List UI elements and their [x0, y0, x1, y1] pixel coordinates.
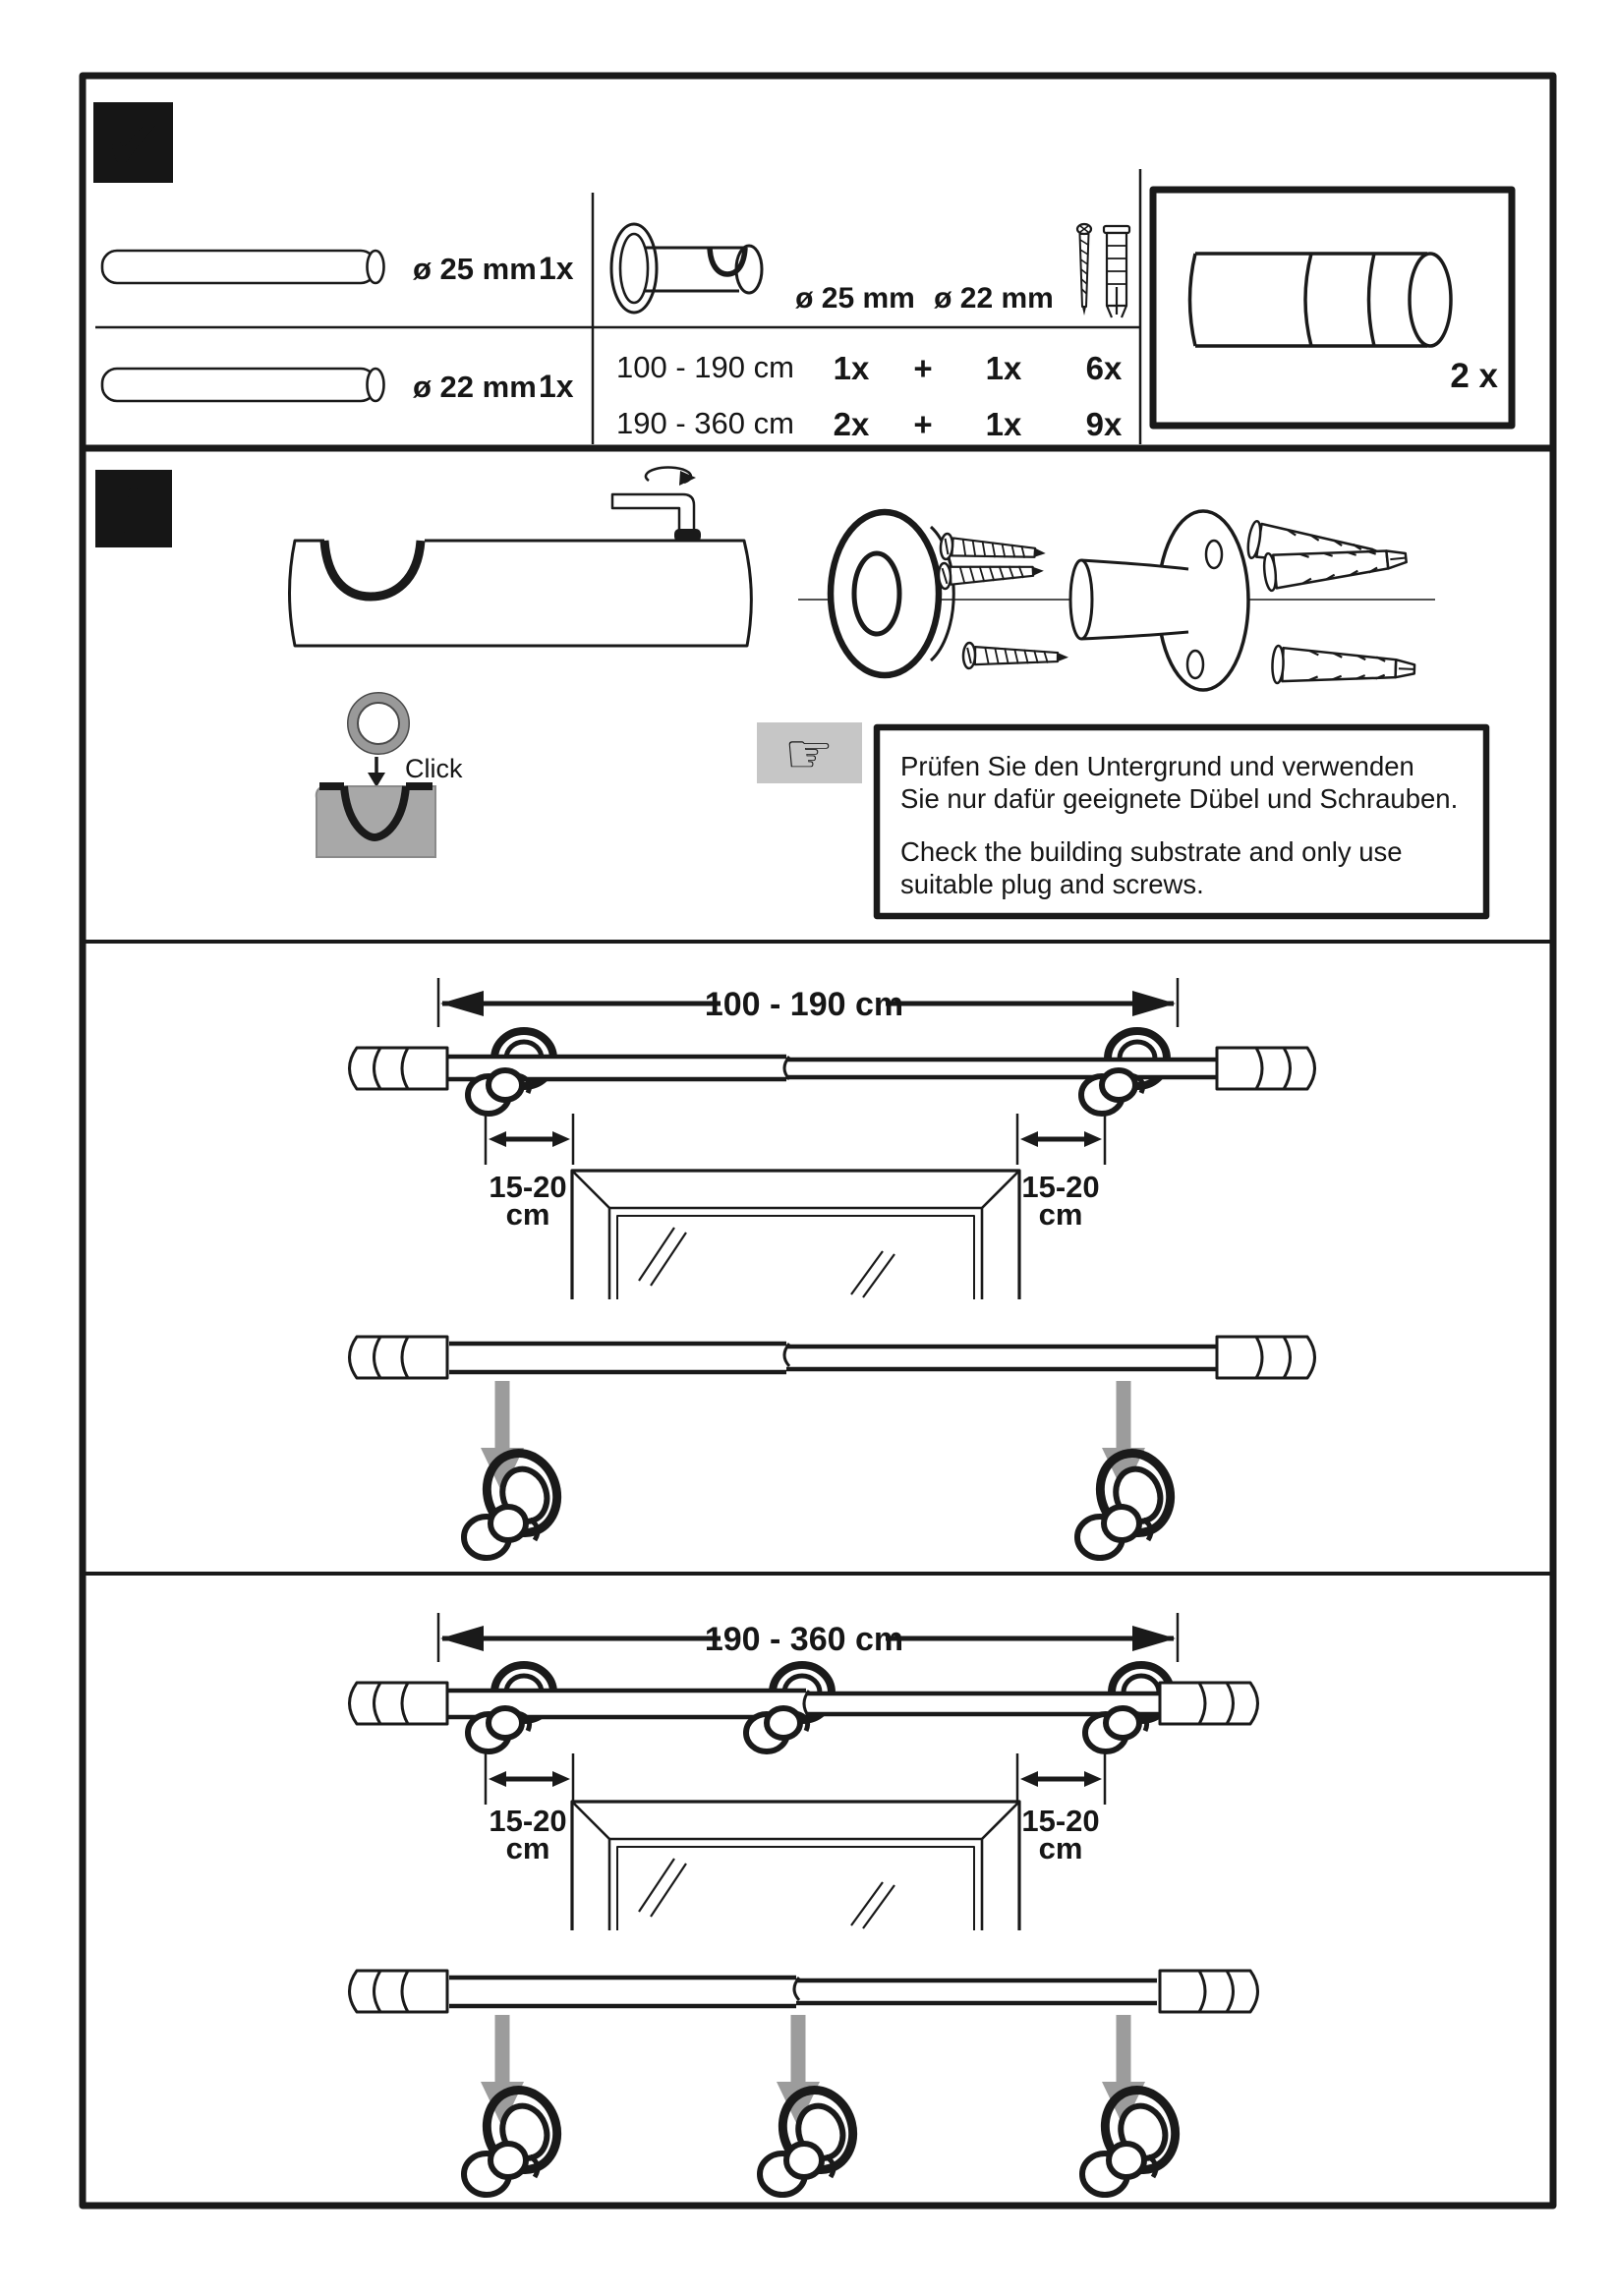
click-diagram [317, 693, 463, 857]
rod-with-brackets [350, 1031, 1315, 1114]
end-cap [350, 1683, 448, 1724]
offset-dimension-left [486, 1753, 573, 1805]
offset-label: 15-20 [489, 1170, 567, 1204]
window-drawing [572, 1171, 1019, 1299]
end-cap [350, 1048, 448, 1089]
end-cap-qty: 2 x [1450, 357, 1498, 395]
row1-plus: + [913, 350, 933, 386]
mounting-long-section [350, 1613, 1258, 2195]
cover-ring-drawing [831, 512, 953, 675]
screw-icon [938, 558, 1044, 590]
rod-25-qty: 1x [539, 251, 574, 286]
row2-qty22: 1x [985, 406, 1022, 442]
offset-label: 15-20 [1021, 1804, 1100, 1838]
note-en-line2: suitable plug and screws. [900, 869, 1204, 899]
screw-icon [940, 534, 1047, 566]
rod-22-qty: 1x [539, 369, 574, 404]
offset-dimension-right [1017, 1753, 1105, 1805]
bracket [468, 1708, 530, 1751]
checkmark-icon [93, 102, 173, 185]
row2-plus: + [913, 406, 933, 442]
allen-key-icon [612, 468, 696, 531]
offset-unit: cm [505, 1831, 550, 1866]
end-cap [350, 1337, 448, 1378]
rod-placement [350, 1337, 1315, 1378]
offset-dimension-right [1017, 1114, 1105, 1165]
substrate-note [757, 722, 1486, 916]
end-cap-box [1153, 190, 1512, 426]
checkmark-glyph: ✔ [103, 106, 164, 185]
wall-fixing-exploded [798, 511, 1435, 690]
row2-screws: 9x [1085, 406, 1123, 442]
info-icon [95, 470, 172, 551]
offset-unit: cm [505, 1197, 550, 1232]
bracket [1085, 1708, 1147, 1751]
hand-icon: ☞ [783, 722, 835, 784]
rod-22-label: ø 22 mm [413, 370, 537, 404]
note-de-line2: Sie nur dafür geeignete Dübel und Schrauben. [900, 783, 1459, 814]
end-cap [1217, 1337, 1315, 1378]
offset-unit: cm [1038, 1831, 1083, 1866]
row1-qty25: 1x [833, 350, 870, 386]
offset-dimension-left [486, 1114, 573, 1165]
row1-screws: 6x [1085, 350, 1123, 386]
mounting-short-section [350, 978, 1315, 1558]
offset-unit: cm [1038, 1197, 1083, 1232]
rod-25-label: ø 25 mm [413, 252, 537, 286]
table-col-25: ø 25 mm [795, 282, 915, 315]
rod-25-drawing [102, 251, 384, 283]
screw-icon [963, 643, 1068, 670]
window-drawing [572, 1802, 1019, 1930]
end-cap [350, 1971, 448, 2012]
bracket [1081, 1070, 1143, 1114]
rod-notch-drawing [290, 529, 752, 646]
end-cap [1217, 1048, 1315, 1089]
info-section [95, 468, 1486, 916]
parts-section [93, 102, 1512, 444]
table-row [616, 406, 1123, 442]
wall-plug-icon [1272, 646, 1415, 688]
table-col-22: ø 22 mm [934, 282, 1054, 315]
flange-socket-drawing [1070, 511, 1248, 690]
end-cap [1160, 1683, 1258, 1724]
rod-placement [350, 1971, 1258, 2012]
wall-plug-icon [1104, 226, 1129, 317]
end-cap-drawing [1190, 254, 1452, 346]
note-de-line1: Prüfen Sie den Untergrund und verwenden [900, 751, 1414, 781]
rod-22-drawing [102, 369, 384, 401]
offset-label: 15-20 [1021, 1170, 1100, 1204]
span-label: 190 - 360 cm [704, 1621, 904, 1658]
row2-qty25: 2x [833, 406, 870, 442]
click-ring-icon [353, 698, 404, 749]
note-en-line1: Check the building substrate and only use [900, 836, 1403, 867]
click-label: Click [405, 754, 463, 783]
bracket [746, 1708, 808, 1751]
table-row [616, 350, 1123, 386]
rod-cross-section [317, 786, 435, 857]
row1-range: 100 - 190 cm [616, 350, 794, 384]
bracket-part-drawing [611, 224, 762, 313]
offset-label: 15-20 [489, 1804, 567, 1838]
screw-icon [1077, 224, 1091, 316]
rod-with-brackets [350, 1665, 1258, 1751]
info-glyph: i [121, 478, 146, 551]
span-label: 100 - 190 cm [704, 986, 904, 1023]
row2-range: 190 - 360 cm [616, 406, 794, 440]
end-cap [1160, 1971, 1258, 2012]
bracket [468, 1070, 530, 1114]
row1-qty22: 1x [985, 350, 1022, 386]
